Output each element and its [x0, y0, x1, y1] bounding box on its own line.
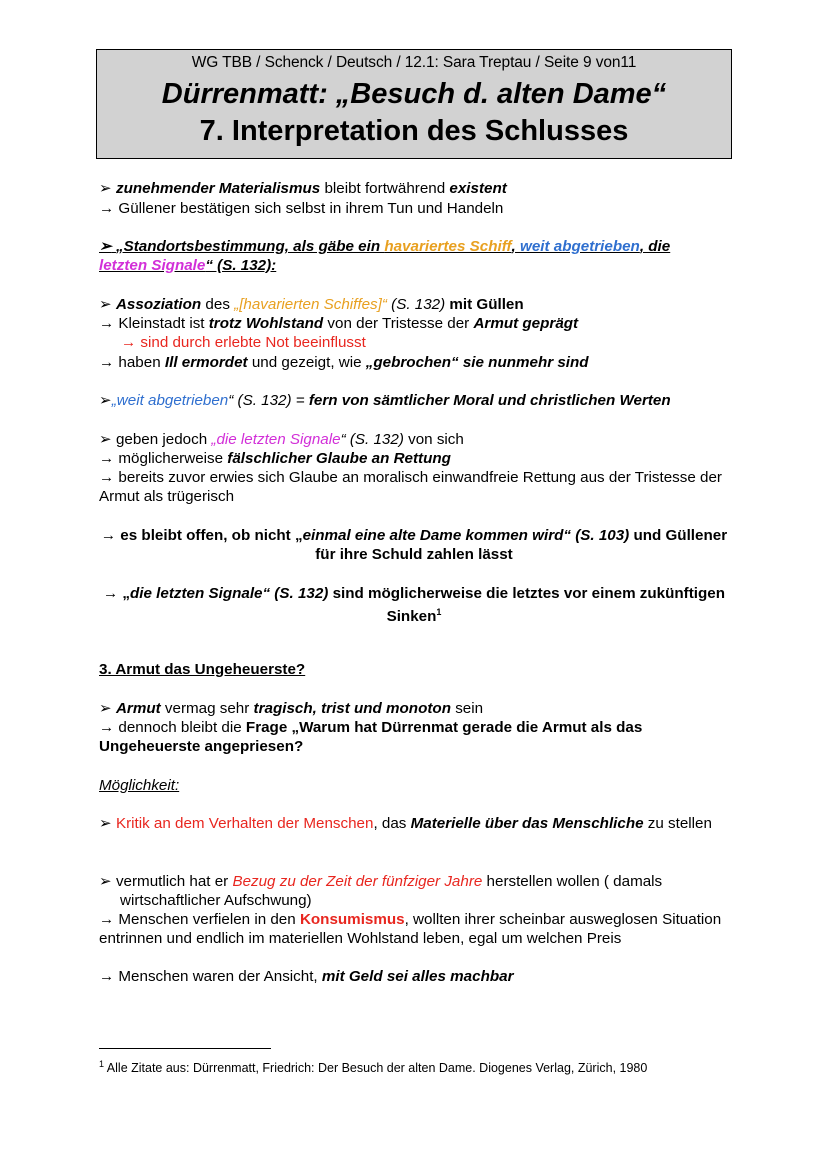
- moeglichkeit-label: Möglichkeit:: [99, 777, 180, 794]
- header-box: [96, 49, 732, 159]
- arrow-icon: →: [99, 200, 115, 217]
- bullet-icon: ➢: [99, 392, 112, 409]
- line-rettung: → möglicherweise fälschlicher Glaube an Rettung: [99, 450, 451, 467]
- line-guellener: → Güllener bestätigen sich selbst in ihrem Tun und Handeln: [99, 200, 504, 217]
- bullet-icon: ➢: [99, 431, 112, 448]
- arrow-icon: →: [99, 354, 115, 371]
- line-frage: → dennoch bleibt die Frage „Warum hat Dürrenmat gerade die Armut als das Ungeheuerste angepriesen?: [99, 719, 643, 755]
- section-3-title: 3. Armut das Ungeheuerste?: [99, 661, 306, 678]
- line-fuenfziger: ➢ vermutlich hat er Bezug zu der Zeit der fünfziger Jahre herstellen wollen ( damals wirtschaftlicher Aufschwung): [99, 873, 663, 909]
- arrow-icon: →: [121, 334, 137, 351]
- line-kleinstadt: → Kleinstadt ist trotz Wohlstand von der Tristesse der Armut geprägt: [99, 315, 579, 332]
- bullet-icon: ➢: [99, 873, 112, 890]
- bullet-icon: ➢: [99, 180, 112, 197]
- line-ill: → haben Ill ermordet und gezeigt, wie „gebrochen“ sie nunmehr sind: [99, 354, 589, 371]
- page-subtitle: 7. Interpretation des Schlusses: [199, 115, 629, 147]
- footnote-divider: [99, 1048, 271, 1049]
- line-bereits: → bereits zuvor erwies sich Glaube an moralisch einwandfreie Rettung aus der Tristesse der Armut als trügerisch: [99, 469, 722, 505]
- line-standort: ➢ „Standortsbestimmung, als gäbe ein havariertes Schiff, weit abgetrieben, die letzten Signale“ (S. 132):: [99, 238, 671, 274]
- line-kritik: ➢ Kritik an dem Verhalten der Menschen, das Materielle über das Menschliche zu stellen: [99, 815, 712, 832]
- conclusion-2: → „die letzten Signale“ (S. 132) sind möglicherweise die letztes vor einem zukünftigen Sinken$^1$: [102, 585, 725, 626]
- footnote: $^1$ Alle Zitate aus: Dürrenmatt, Friedrich: Der Besuch der alten Dame. Diogenes Verlag, Zürich, 1980: [99, 1059, 648, 1076]
- line-not: → sind durch erlebte Not beeinflusst: [121, 334, 366, 351]
- bullet-icon: ➢: [99, 296, 112, 313]
- conclusion-1: → es bleibt offen, ob nicht „einmal eine alte Dame kommen wird“ (S. 103) und Güllener für ihre Schuld zahlen lässt: [100, 527, 728, 563]
- arrow-icon: →: [100, 527, 117, 544]
- bullet-icon: ➢: [99, 238, 112, 255]
- arrow-icon: →: [99, 450, 115, 467]
- bullet-icon: ➢: [99, 815, 112, 832]
- arrow-icon: →: [99, 469, 115, 486]
- header-meta: WG TBB / Schenck / Deutsch / 12.1: Sara Treptau / Seite 9 von11: [191, 54, 637, 71]
- line-armut: ➢ Armut vermag sehr tragisch, trist und monoton sein: [99, 700, 484, 717]
- page-title: Dürrenmatt: „Besuch d. alten Dame“: [161, 78, 667, 110]
- line-assoziation: ➢ Assoziation des „[havarierten Schiffes]“ (S. 132) mit Güllen: [99, 296, 524, 313]
- arrow-icon: →: [99, 719, 115, 736]
- line-konsum: → Menschen verfielen in den Konsumismus, wollten ihrer scheinbar ausweglosen Situation entrinnen und endlich im materiellen Wohlstand leben, egal um welchen Preis: [99, 911, 722, 947]
- arrow-icon: →: [99, 911, 115, 928]
- arrow-icon: →: [99, 968, 115, 985]
- line-signale: ➢ geben jedoch „die letzten Signale“ (S. 132) von sich: [99, 431, 464, 448]
- bullet-icon: ➢: [99, 700, 112, 717]
- arrow-icon: →: [99, 315, 115, 332]
- line-abgetrieben: ➢„weit abgetrieben“ (S. 132) = fern von sämtlicher Moral und christlichen Werten: [99, 392, 671, 409]
- arrow-icon: →: [102, 585, 119, 602]
- line-materialismus: ➢ zunehmender Materialismus bleibt fortwährend existent: [99, 180, 507, 197]
- line-geld: → Menschen waren der Ansicht, mit Geld sei alles machbar: [99, 968, 514, 985]
